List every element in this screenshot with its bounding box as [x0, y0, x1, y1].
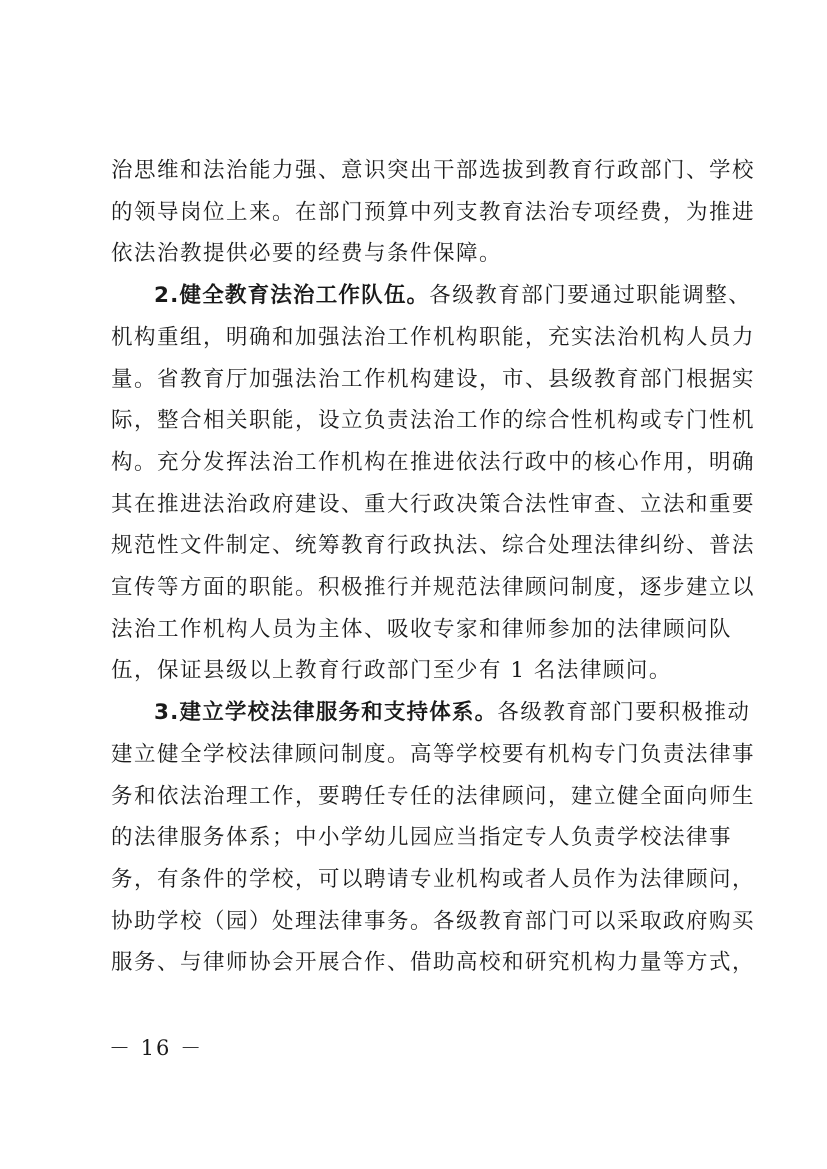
text-line: 伍，保证县级以上教育行政部门至少有 1 名法律顾问。: [111, 658, 672, 684]
text-line: 宣传等方面的职能。积极推行并规范法律顾问制度，逐步建立以: [111, 575, 756, 601]
text-run: 各级教育部门要通过职能调整、: [429, 283, 752, 309]
text-run: 各级教育部门要积极推动: [497, 700, 751, 726]
page-number: － 16 －: [109, 1036, 204, 1060]
text-line: 建立健全学校法律顾问制度。高等学校要有机构专门负责法律事: [111, 741, 756, 767]
text-line: 量。省教育厅加强法治工作机构建设，市、县级教育部门根据实: [111, 366, 756, 392]
text-line: 务和依法治理工作，要聘任专任的法律顾问，建立健全面向师生: [111, 783, 756, 809]
text-line: 际，整合相关职能，设立负责法治工作的综合性机构或专门性机: [111, 408, 756, 434]
text-line: 机构重组，明确和加强法治工作机构职能，充实法治机构人员力: [111, 324, 756, 350]
text-line: 其在推进法治政府建设、重大行政决策合法性审查、立法和重要: [111, 491, 756, 517]
text-line: 治思维和法治能力强、意识突出干部选拔到教育行政部门、学校: [111, 158, 756, 183]
paragraph-heading-line: [111, 275, 752, 317]
text-line: 服务、与律师协会开展合作、借助高校和研究机构力量等方式，: [111, 950, 756, 976]
text-line: 法治工作机构人员为主体、吸收专家和律师参加的法律顾问队: [111, 616, 733, 642]
text-line: 务，有条件的学校，可以聘请专业机构或者人员作为法律顾问，: [111, 866, 756, 892]
body-text: [111, 150, 756, 984]
section-heading-3: 3.建立学校法律服务和支持体系。: [154, 700, 498, 726]
text-line: 构。充分发挥法治工作机构在推进依法行政中的核心作用，明确: [111, 449, 756, 475]
text-line: 规范性文件制定、统筹教育行政执法、综合处理法律纠纷、普法: [111, 533, 756, 559]
paragraph-heading-line: [111, 692, 751, 734]
text-line: 协助学校（园）处理法律事务。各级教育部门可以采取政府购买: [111, 908, 756, 934]
text-line: 的法律服务体系；中小学幼儿园应当指定专人负责学校法律事: [111, 825, 733, 851]
text-line: 的领导岗位上来。在部门预算中列支教育法治专项经费，为推进: [111, 199, 756, 225]
section-heading-2: 2.健全教育法治工作队伍。: [154, 283, 430, 309]
text-line: 依法治教提供必要的经费与条件保障。: [111, 241, 503, 267]
